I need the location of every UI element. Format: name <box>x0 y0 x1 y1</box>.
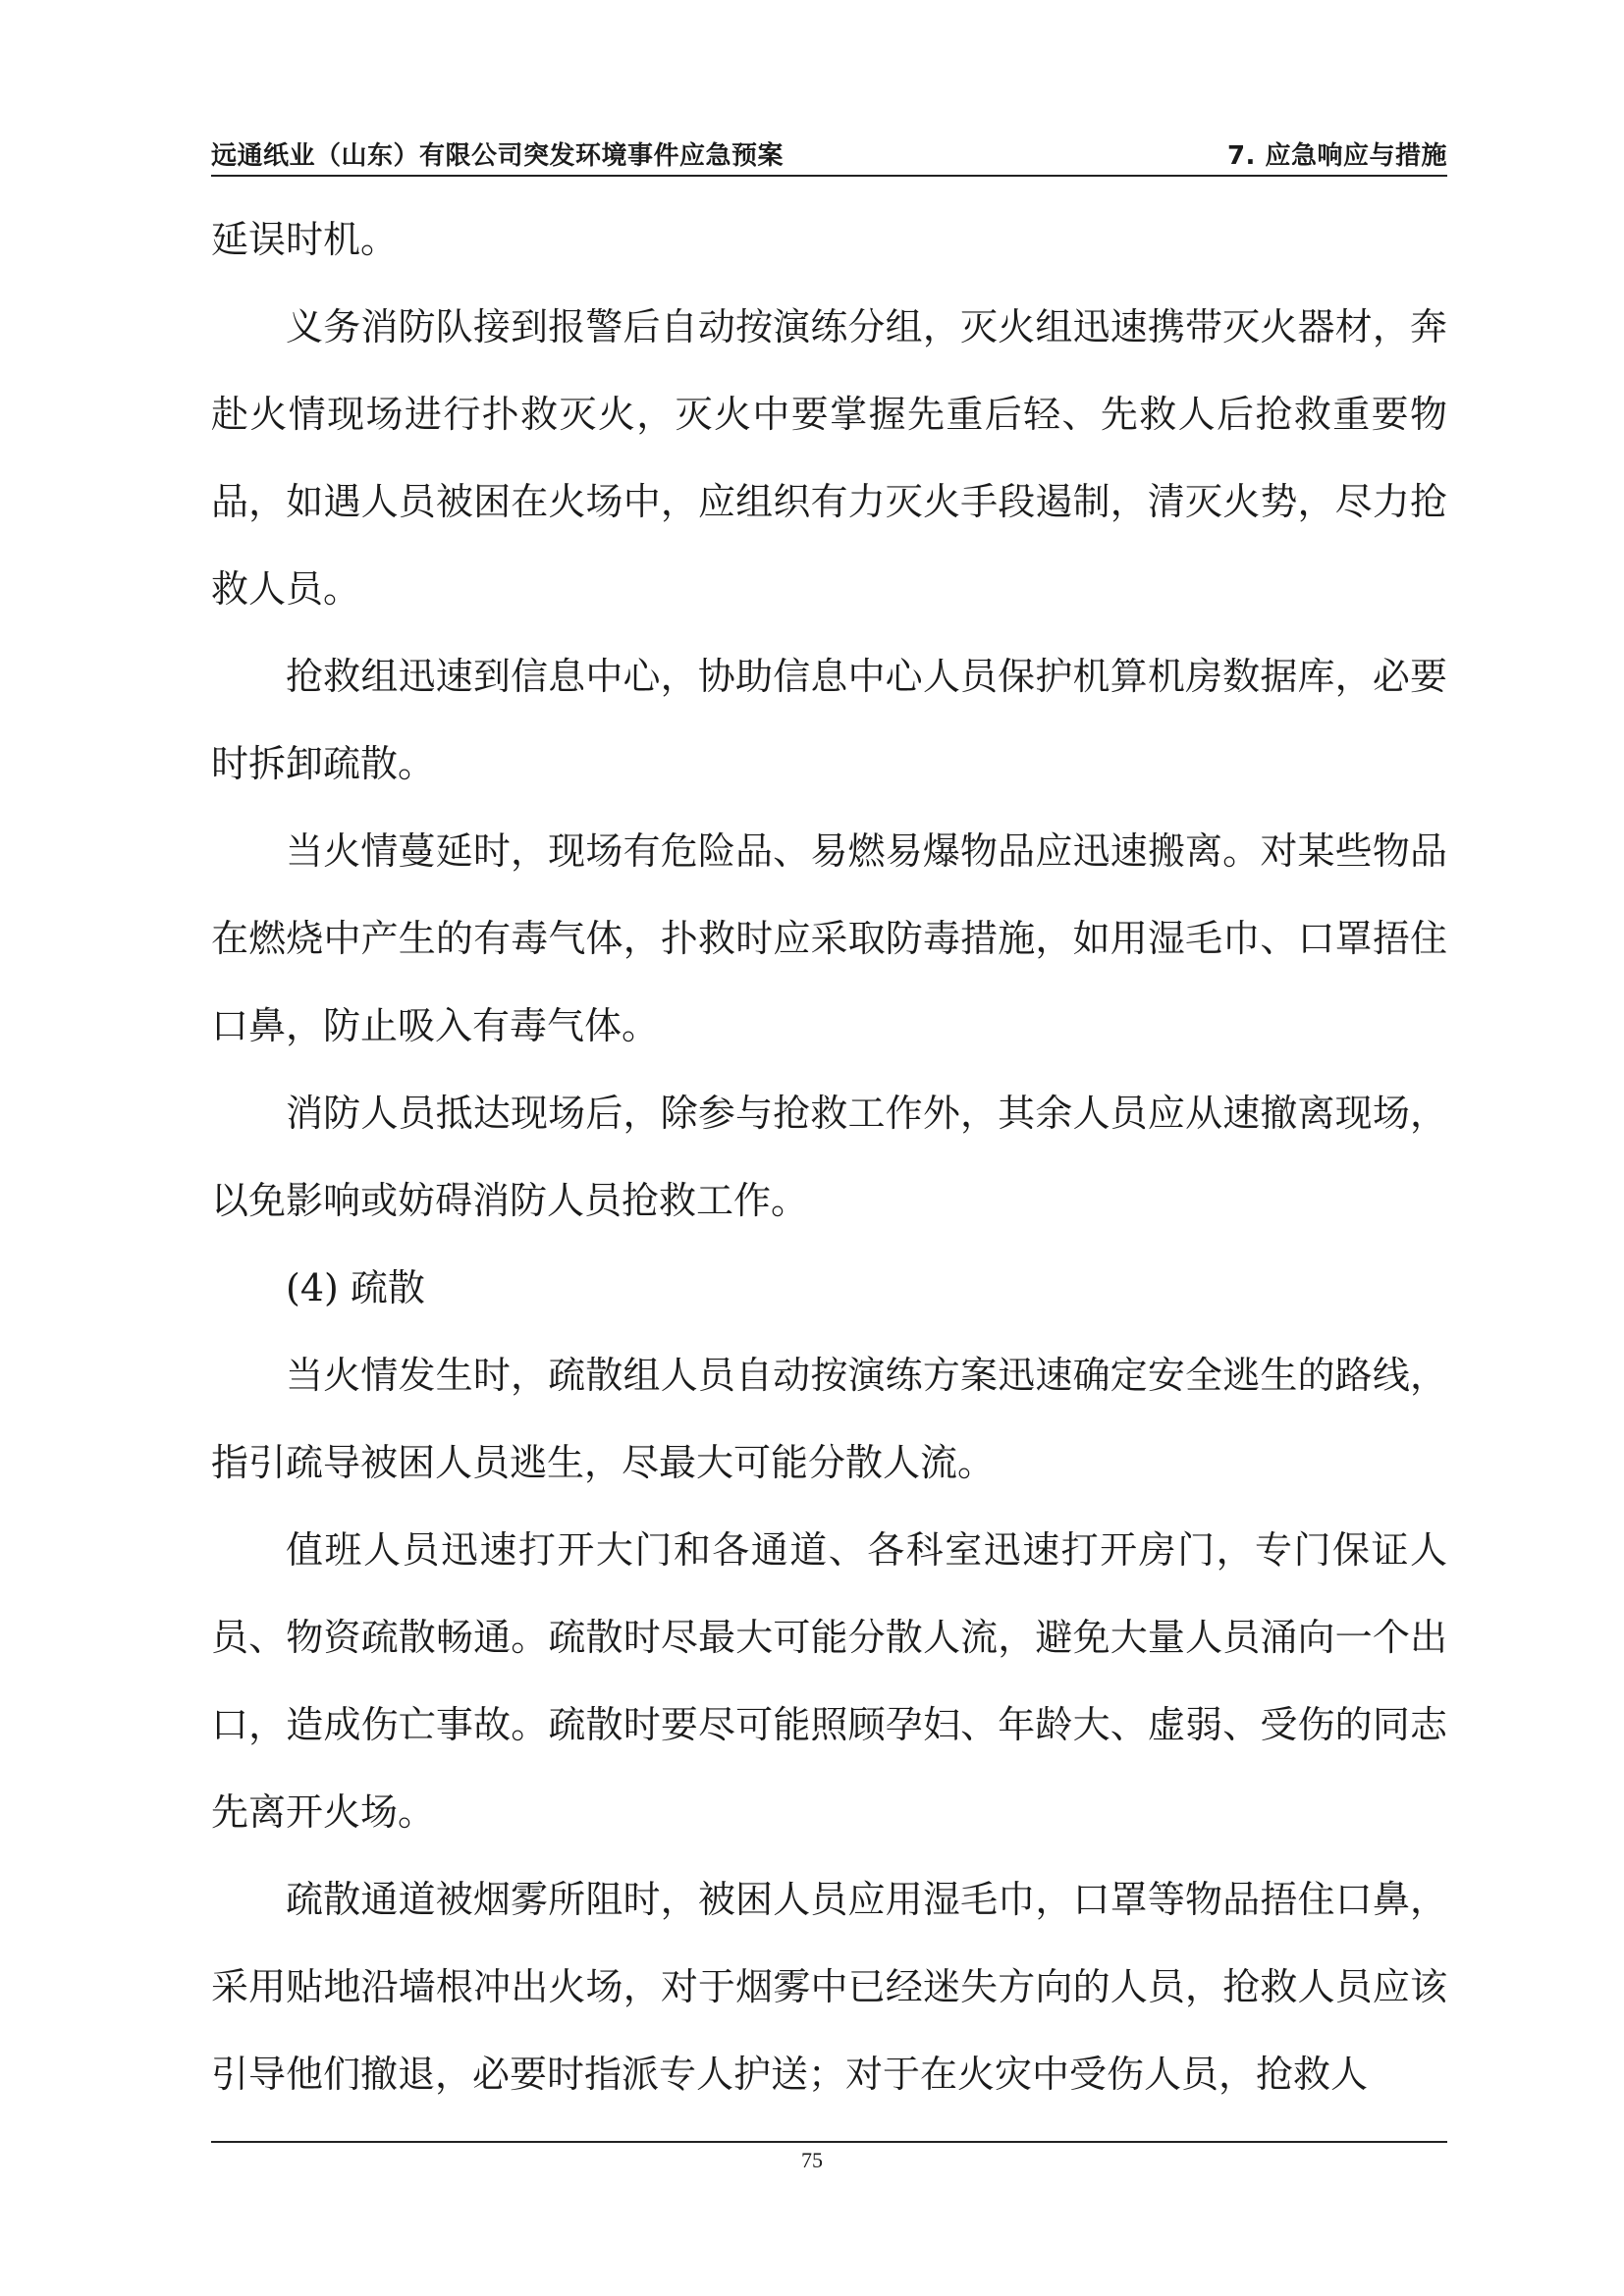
header-divider <box>211 175 1447 177</box>
paragraph-smoke-blocked: 疏散通道被烟雾所阻时，被困人员应用湿毛巾，口罩等物品捂住口鼻，采用贴地沿墙根冲出火场，对于烟雾中已经迷失方向的人员，抢救人员应该引导他们撤退，必要时指派专人护送；对于在火灾中受伤人员，抢救人 <box>211 1878 1447 2096</box>
section-heading-evacuation: (4) 疏散 <box>286 1266 425 1309</box>
footer-divider <box>211 2141 1447 2143</box>
paragraph-evacuation-team: 当火情发生时，疏散组人员自动按演练方案迅速确定安全逃生的路线，指引疏导被困人员逃生，尽最大可能分散人流。 <box>211 1354 1447 1484</box>
paragraph-rescue-team: 抢救组迅速到信息中心，协助信息中心人员保护机算机房数据库，必要时拆卸疏散。 <box>211 655 1447 785</box>
paragraph-fire-spread: 当火情蔓延时，现场有危险品、易燃易爆物品应迅速搬离。对某些物品在燃烧中产生的有毒气体，扑救时应采取防毒措施，如用湿毛巾、口罩捂住口鼻，防止吸入有毒气体。 <box>211 829 1447 1047</box>
page-header <box>211 135 1447 175</box>
page-number: 75 <box>801 2148 823 2172</box>
paragraph-continuation: 延误时机。 <box>211 218 399 261</box>
document-body <box>211 196 1447 2118</box>
paragraph-duty-staff: 值班人员迅速打开大门和各通道、各科室迅速打开房门，专门保证人员、物资疏散畅通。疏散时尽最大可能分散人流，避免大量人员涌向一个出口，造成伤亡事故。疏散时要尽可能照顾孕妇、年龄大、虚弱、受伤的同志先离开火场。 <box>211 1528 1447 1834</box>
header-document-title: 远通纸业（山东）有限公司突发环境事件应急预案 <box>211 141 785 171</box>
paragraph-fire-team: 义务消防队接到报警后自动按演练分组，灭火组迅速携带灭火器材，奔赴火情现场进行扑救灭火，灭火中要掌握先重后轻、先救人后抢救重要物品，如遇人员被困在火场中，应组织有力灭火手段遏制，清灭火势，尽力抢救人员。 <box>211 305 1447 611</box>
header-section-title: 7. 应急响应与措施 <box>1226 141 1447 171</box>
paragraph-firefighters-arrive: 消防人员抵达现场后，除参与抢救工作外，其余人员应从速撤离现场，以免影响或妨碍消防人员抢救工作。 <box>211 1092 1447 1222</box>
